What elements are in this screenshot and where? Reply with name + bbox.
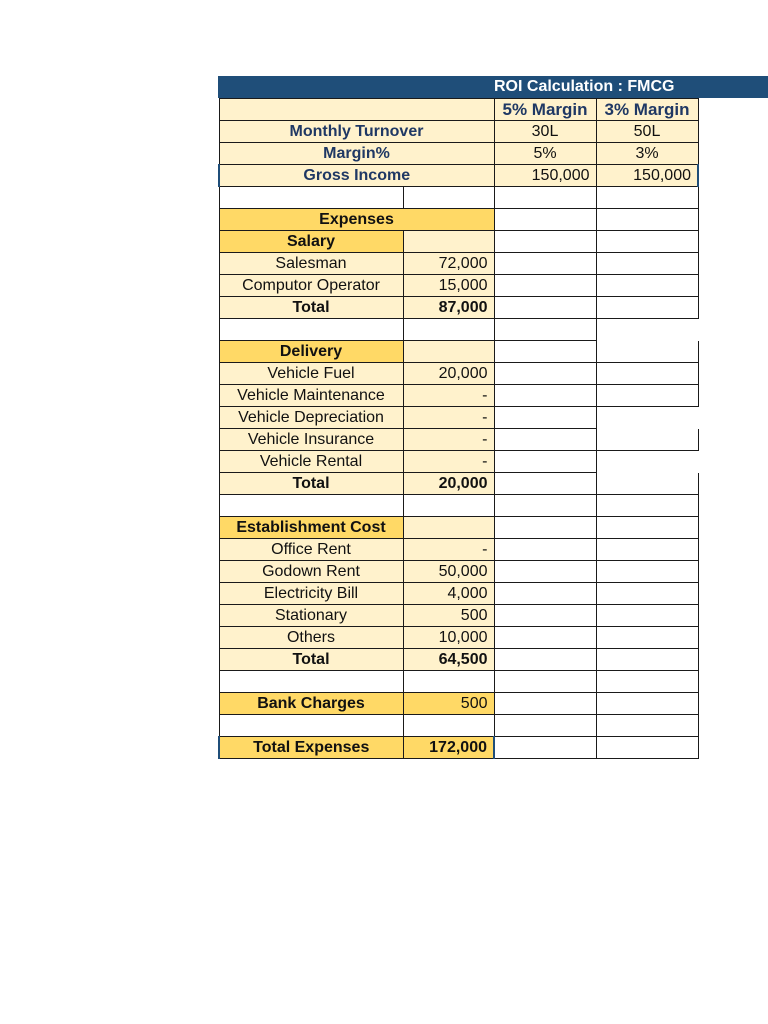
bank-charges-label[interactable]: Bank Charges xyxy=(219,693,403,715)
cell[interactable] xyxy=(596,451,698,473)
cell[interactable] xyxy=(596,319,698,341)
cell[interactable] xyxy=(219,495,403,517)
cell[interactable] xyxy=(494,319,596,341)
salary-item-label[interactable]: Computor Operator xyxy=(219,275,403,297)
table-row xyxy=(219,737,698,759)
table-row xyxy=(219,649,698,671)
salary-total-value[interactable]: 87,000 xyxy=(403,297,494,319)
cell[interactable] xyxy=(403,341,494,363)
table-row xyxy=(219,473,698,495)
column-header-5pct[interactable]: 5% Margin xyxy=(494,99,596,121)
cell[interactable] xyxy=(494,627,596,649)
delivery-item-value[interactable]: 20,000 xyxy=(403,363,494,385)
cell[interactable] xyxy=(494,473,596,495)
cell[interactable] xyxy=(596,737,698,759)
bank-charges-value[interactable]: 500 xyxy=(403,693,494,715)
monthly-turnover-5pct[interactable]: 30L xyxy=(494,121,596,143)
cell[interactable] xyxy=(596,297,698,319)
cell[interactable] xyxy=(596,231,698,253)
cell[interactable] xyxy=(219,99,494,121)
cell[interactable] xyxy=(403,187,494,209)
cell[interactable] xyxy=(494,693,596,715)
table-row xyxy=(219,297,698,319)
sheet-title: ROI Calculation : FMCG xyxy=(494,78,675,95)
cell[interactable] xyxy=(219,187,403,209)
cell[interactable] xyxy=(219,715,403,737)
title-bar xyxy=(218,76,768,98)
cell[interactable] xyxy=(403,231,494,253)
salary-item-value[interactable]: 72,000 xyxy=(403,253,494,275)
delivery-item-label[interactable]: Vehicle Fuel xyxy=(219,363,403,385)
cell[interactable] xyxy=(494,715,596,737)
establishment-total-label[interactable]: Total xyxy=(219,649,403,671)
delivery-total-value[interactable]: 20,000 xyxy=(403,473,494,495)
cell[interactable] xyxy=(596,649,698,671)
cell[interactable] xyxy=(494,209,596,231)
cell[interactable] xyxy=(596,407,698,429)
establishment-item-value[interactable]: 10,000 xyxy=(403,627,494,649)
delivery-item-label[interactable]: Vehicle Depreciation xyxy=(219,407,403,429)
establishment-item-value[interactable]: - xyxy=(403,539,494,561)
cell[interactable] xyxy=(596,671,698,693)
table-row xyxy=(219,319,698,341)
delivery-item-value[interactable]: - xyxy=(403,429,494,451)
establishment-item-value[interactable]: 500 xyxy=(403,605,494,627)
establishment-item-value[interactable]: 50,000 xyxy=(403,561,494,583)
gross-income-5pct[interactable]: 150,000 xyxy=(494,165,596,187)
cell[interactable] xyxy=(494,363,596,385)
roi-table xyxy=(218,98,699,759)
table-row xyxy=(219,385,698,407)
cell[interactable] xyxy=(596,495,698,517)
table-row xyxy=(219,341,698,363)
cell[interactable] xyxy=(596,627,698,649)
delivery-item-label[interactable]: Vehicle Rental xyxy=(219,451,403,473)
cell[interactable] xyxy=(596,341,698,363)
cell[interactable] xyxy=(403,671,494,693)
delivery-item-value[interactable]: - xyxy=(403,407,494,429)
establishment-item-label[interactable]: Office Rent xyxy=(219,539,403,561)
table-row xyxy=(219,253,698,275)
delivery-total-label[interactable]: Total xyxy=(219,473,403,495)
total-expenses-label[interactable]: Total Expenses xyxy=(219,737,403,759)
margin-3pct[interactable]: 3% xyxy=(596,143,698,165)
cell[interactable] xyxy=(494,671,596,693)
table-row xyxy=(219,715,698,737)
cell[interactable] xyxy=(596,517,698,539)
establishment-item-label[interactable]: Others xyxy=(219,627,403,649)
cell[interactable] xyxy=(596,715,698,737)
cell[interactable] xyxy=(494,253,596,275)
cell[interactable] xyxy=(596,473,698,495)
table-row xyxy=(219,363,698,385)
cell[interactable] xyxy=(494,187,596,209)
cell[interactable] xyxy=(403,319,494,341)
delivery-item-label[interactable]: Vehicle Insurance xyxy=(219,429,403,451)
margin-5pct[interactable]: 5% xyxy=(494,143,596,165)
delivery-item-value[interactable]: - xyxy=(403,451,494,473)
establishment-item-value[interactable]: 4,000 xyxy=(403,583,494,605)
gross-income-label[interactable]: Gross Income xyxy=(219,165,494,187)
cell[interactable] xyxy=(596,539,698,561)
table-row xyxy=(219,451,698,473)
salary-header[interactable]: Salary xyxy=(219,231,403,253)
cell[interactable] xyxy=(596,253,698,275)
cell[interactable] xyxy=(596,209,698,231)
cell[interactable] xyxy=(494,297,596,319)
cell[interactable] xyxy=(494,275,596,297)
cell[interactable] xyxy=(494,385,596,407)
cell[interactable] xyxy=(494,583,596,605)
cell[interactable] xyxy=(494,407,596,429)
cell[interactable] xyxy=(596,187,698,209)
cell[interactable] xyxy=(596,429,698,451)
cell[interactable] xyxy=(494,737,596,759)
monthly-turnover-3pct[interactable]: 50L xyxy=(596,121,698,143)
cell[interactable] xyxy=(494,649,596,671)
salary-item-label[interactable]: Salesman xyxy=(219,253,403,275)
establishment-item-label[interactable]: Stationary xyxy=(219,605,403,627)
total-expenses-value[interactable]: 172,000 xyxy=(403,737,494,759)
table-row xyxy=(219,121,698,143)
table-row xyxy=(219,539,698,561)
monthly-turnover-label[interactable]: Monthly Turnover xyxy=(219,121,494,143)
margin-label[interactable]: Margin% xyxy=(219,143,494,165)
cell[interactable] xyxy=(494,539,596,561)
cell[interactable] xyxy=(596,583,698,605)
cell[interactable] xyxy=(596,693,698,715)
table-row xyxy=(219,99,698,121)
cell[interactable] xyxy=(494,517,596,539)
cell[interactable] xyxy=(403,517,494,539)
cell[interactable] xyxy=(494,451,596,473)
table-row xyxy=(219,275,698,297)
cell[interactable] xyxy=(494,561,596,583)
salary-total-label[interactable]: Total xyxy=(219,297,403,319)
expenses-header[interactable]: Expenses xyxy=(219,209,494,231)
table-row xyxy=(219,187,698,209)
cell[interactable] xyxy=(494,231,596,253)
table-row xyxy=(219,561,698,583)
table-row xyxy=(219,605,698,627)
delivery-item-label[interactable]: Vehicle Maintenance xyxy=(219,385,403,407)
table-row xyxy=(219,231,698,253)
cell[interactable] xyxy=(596,363,698,385)
establishment-item-label[interactable]: Godown Rent xyxy=(219,561,403,583)
table-row xyxy=(219,495,698,517)
cell[interactable] xyxy=(596,275,698,297)
cell[interactable] xyxy=(403,715,494,737)
table-row xyxy=(219,429,698,451)
table-row xyxy=(219,627,698,649)
cell[interactable] xyxy=(403,495,494,517)
cell[interactable] xyxy=(494,605,596,627)
table-row xyxy=(219,517,698,539)
establishment-item-label[interactable]: Electricity Bill xyxy=(219,583,403,605)
table-row xyxy=(219,143,698,165)
cell[interactable] xyxy=(494,341,596,363)
delivery-item-value[interactable]: - xyxy=(403,385,494,407)
table-row xyxy=(219,671,698,693)
cell[interactable] xyxy=(596,561,698,583)
cell[interactable] xyxy=(219,319,403,341)
salary-item-value[interactable]: 15,000 xyxy=(403,275,494,297)
gross-income-3pct[interactable]: 150,000 xyxy=(596,165,698,187)
table-row xyxy=(219,583,698,605)
cell[interactable] xyxy=(596,605,698,627)
table-row xyxy=(219,209,698,231)
cell[interactable] xyxy=(494,429,596,451)
delivery-header[interactable]: Delivery xyxy=(219,341,403,363)
establishment-total-value[interactable]: 64,500 xyxy=(403,649,494,671)
cell[interactable] xyxy=(494,495,596,517)
column-header-3pct[interactable]: 3% Margin xyxy=(596,99,698,121)
table-row xyxy=(219,693,698,715)
cell[interactable] xyxy=(219,671,403,693)
establishment-header[interactable]: Establishment Cost xyxy=(219,517,403,539)
cell[interactable] xyxy=(596,385,698,407)
table-row xyxy=(219,165,698,187)
table-row xyxy=(219,407,698,429)
